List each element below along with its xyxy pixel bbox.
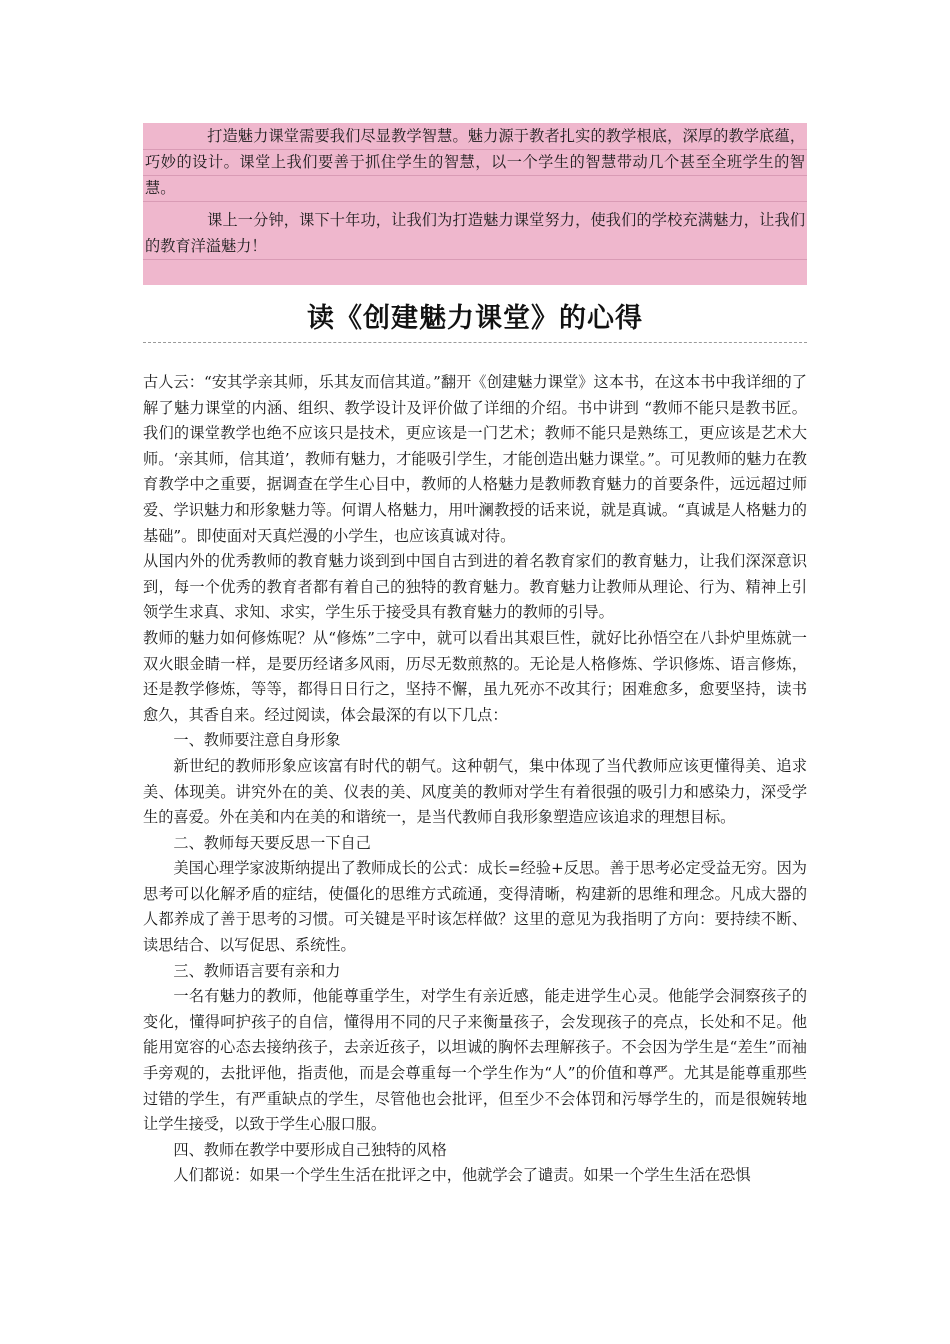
- title-divider: [143, 342, 807, 343]
- section-heading: 一、教师要注意自身形象: [173, 731, 341, 750]
- paragraph: 美国心理学家波斯纳提出了教师成长的公式：成长=经验+反思。善于思考必定受益无穷。因为思考可以化解矛盾的症结，使僵化的思维方式疏通，变得清晰，构建新的思维和理念。凡成大器的人都养成了善于思考的习惯。可关键是平时该怎样做？这里的意见为我指明了方向：要持续不断、读思结合、以写促思、系统性。: [143, 859, 807, 955]
- highlight-paragraph-1: 打造魅力课堂需要我们尽显教学智慧。魅力源于教者扎实的教学根底，深厚的教学底蕴，巧妙的设计。课堂上我们要善于抓住学生的智慧，以一个学生的智慧带动几个甚至全班学生的智慧。: [145, 127, 805, 197]
- article-body: [143, 370, 807, 1189]
- highlight-paragraph-2: 课上一分钟，课下十年功，让我们为打造魅力课堂努力，使我们的学校充满魅力，让我们的教育洋溢魅力！: [145, 211, 805, 255]
- section-heading: 二、教师每天要反思一下自己: [173, 833, 371, 852]
- section-heading: 三、教师语言要有亲和力: [173, 961, 341, 980]
- paragraph: 一名有魅力的教师，他能尊重学生，对学生有亲近感，能走进学生心灵。他能学会洞察孩子的变化，懂得呵护孩子的自信，懂得用不同的尺子来衡量孩子，会发现孩子的亮点，长处和不足。他能用宽容的心态去接纳孩子，去亲近孩子，以坦诚的胸怀去理解孩子。不会因为学生是“差生”而袖手旁观的，去批评他，指责他，而是会尊重每一个学生作为“人”的价值和尊严。尤其是能尊重那些过错的学生，有严重缺点的学生，尽管他也会批评，但至少不会体罚和污辱学生的，而是很婉转地让学生接受，以致于学生心服口服。: [143, 987, 807, 1134]
- paragraph: 新世纪的教师形象应该富有时代的朝气。这种朝气，集中体现了当代教师应该更懂得美、追求美、体现美。讲究外在的美、仪表的美、风度美的教师对学生有着很强的吸引力和感染力，深受学生的喜爱。外在美和内在美的和谐统一，是当代教师自我形象塑造应该追求的理想目标。: [143, 756, 807, 827]
- paragraph: 教师的魅力如何修炼呢？从“修炼”二字中，就可以看出其艰巨性，就好比孙悟空在八卦炉里炼就一双火眼金睛一样，是要历经诸多风雨，历尽无数煎熬的。无论是人格修炼、学识修炼、语言修炼，还是教学修炼，等等，都得日日行之，坚持不懈，虽九死亦不改其行；困难愈多，愈要坚持，读书愈久，其香自来。经过阅读，体会最深的有以下几点：: [143, 628, 807, 724]
- paragraph: 从国内外的优秀教师的教育魅力谈到到中国自古到进的着名教育家们的教育魅力，让我们深深意识到，每一个优秀的教育者都有着自己的独特的教育魅力。教育魅力让教师从理论、行为、精神上引领学生求真、求知、求实，学生乐于接受具有教育魅力的教师的引导。: [143, 552, 807, 622]
- article-title: 读《创建魅力课堂》的心得: [307, 303, 643, 334]
- section-heading: 四、教师在教学中要形成自己独特的风格: [173, 1140, 447, 1159]
- rule-line: [143, 201, 807, 202]
- rule-line: [143, 259, 807, 260]
- paragraph: 古人云：“安其学亲其师，乐其友而信其道。”翻开《创建魅力课堂》这本书，在这本书中我详细的了解了魅力课堂的内涵、组织、教学设计及评价做了详细的介绍。书中讲到 “教师不能只是教书匠。我们的课堂教学也绝不应该只是技术，更应该是一门艺术；教师不能只是熟练工，更应该是艺术大师。‘亲其师，信其道’，教师有魅力，才能吸引学生，才能创造出魅力课堂。”。可见教师的魅力在教育教学中之重要，据调查在学生心目中，教师的人格魅力是教师教育魅力的首要条件，远远超过师爱、学识魅力和形象魅力等。何谓人格魅力，用叶澜教授的话来说，就是真诚。“真诚是人格魅力的基础”。即使面对天真烂漫的小学生，也应该真诚对待。: [143, 373, 807, 545]
- paragraph: 人们都说：如果一个学生生活在批评之中，他就学会了谴责。如果一个学生生活在恐惧: [173, 1166, 751, 1185]
- highlight-box: [143, 123, 807, 285]
